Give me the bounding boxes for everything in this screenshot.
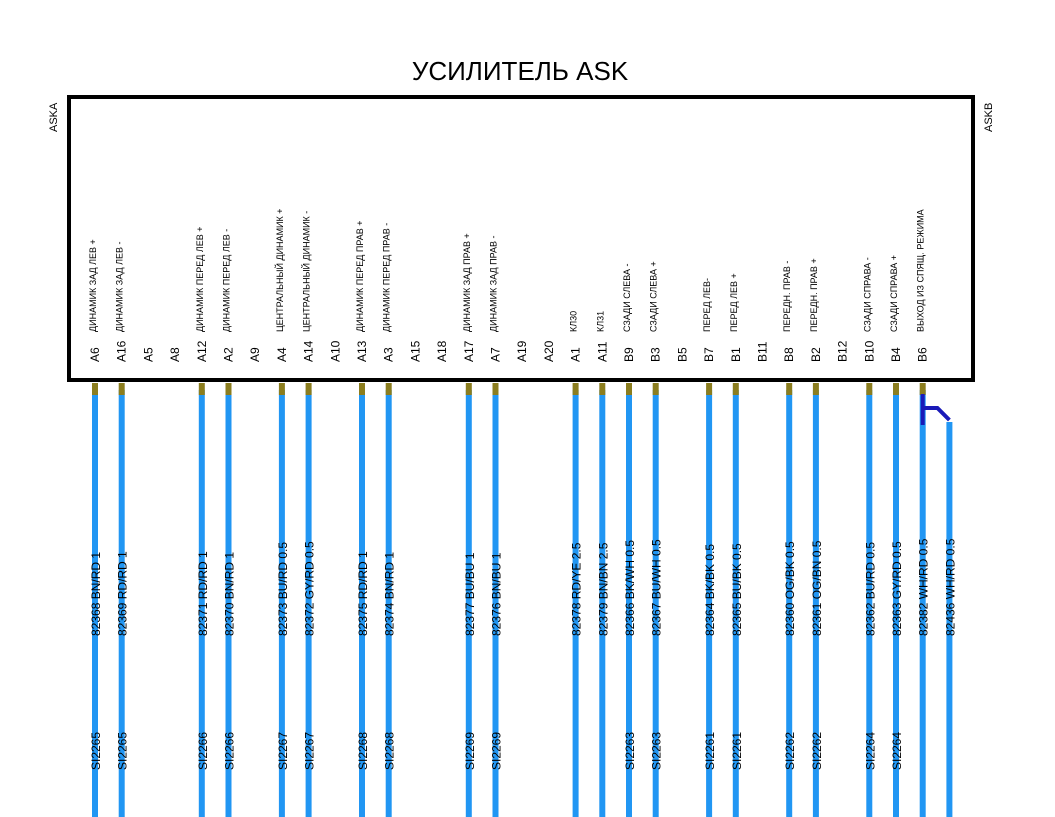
pin-label: A13: [355, 340, 369, 362]
connector-left-label: ASKA: [48, 102, 60, 132]
splice-label: SI2267: [275, 731, 290, 770]
wire-label: 82369 RD/RD 1: [115, 551, 130, 636]
pin-label: B11: [755, 341, 770, 362]
pin-label: B10: [862, 340, 877, 362]
wire-label: 82367 BU/WH 0.5: [649, 539, 664, 636]
wire-label: 82363 GY/RD 0.5: [890, 541, 904, 636]
pin-function-label: СЗАДИ СЛЕВА -: [622, 263, 632, 332]
pin-function-label: ЦЕНТРАЛЬНЫЙ ДИНАМИК -: [301, 210, 312, 332]
pin-label: B8: [782, 347, 797, 362]
pin-function-label: ДИНАМИК ЗАД ЛЕВ +: [88, 239, 98, 332]
pin-label: A18: [435, 340, 450, 362]
pin-label: A5: [141, 347, 156, 362]
pin-label: A9: [248, 347, 263, 362]
pin-terminal: [279, 383, 285, 395]
pin-terminal: [119, 383, 125, 395]
wire-label: 82368 BN/RD 1: [89, 551, 103, 636]
splice-label: SI2269: [489, 731, 504, 770]
pin-label: B1: [728, 347, 743, 362]
pin-function-label: ДИНАМИК ЗАД ПРАВ +: [461, 233, 472, 332]
pin-function-label: ДИНАМИК ПЕРЕД ПРАВ -: [381, 222, 392, 332]
pin-label: A6: [88, 347, 102, 362]
pin-function-label: СЗАДИ СПРАВА -: [862, 257, 873, 332]
pin-terminal: [306, 383, 312, 395]
pin-terminal: [893, 383, 899, 395]
pin-label: A8: [168, 347, 183, 362]
pin-label: A14: [301, 340, 316, 362]
pin-terminal: [359, 383, 365, 395]
wire-label: 82375 RD/RD 1: [356, 551, 370, 636]
splice-label: SI2266: [195, 731, 210, 770]
pin-function-label: ДИНАМИК ПЕРЕД ЛЕВ -: [221, 228, 232, 332]
pin-function-label: ДИНАМИК ПЕРЕД ЛЕВ +: [194, 226, 205, 332]
wire-label: 82361 OG/BN 0.5: [809, 540, 824, 636]
pin-label: A11: [595, 341, 610, 362]
pin-label: A16: [114, 340, 129, 362]
pin-function-label: ДИНАМИК ЗАД ПРАВ -: [488, 235, 499, 332]
pin-function-label: КЛ31: [595, 310, 606, 332]
pin-label: B12: [835, 340, 850, 362]
splice-label: SI2266: [222, 731, 237, 770]
pin-label: B3: [648, 347, 663, 362]
pin-function-label: ПЕРЕДН. ПРАВ -: [782, 260, 793, 332]
wire-label: 82364 BK/BK 0.5: [703, 543, 718, 636]
pin-function-label: СЗАДИ СПРАВА +: [889, 254, 899, 332]
pin-label: A20: [541, 340, 556, 362]
pin-label: A12: [194, 340, 209, 362]
wire-label: 82374 BN/RD 1: [382, 551, 397, 636]
pin-label: A10: [328, 340, 343, 362]
wire-label: 82378 RD/YE 2.5: [569, 542, 584, 636]
wire-label: 82362 BU/RD 0.5: [863, 541, 878, 636]
pin-label: A7: [488, 347, 503, 362]
wire-label: 82371 RD/RD 1: [195, 551, 210, 636]
pin-function-label: ДИНАМИК ПЕРЕД ПРАВ +: [355, 220, 365, 332]
pin-terminal: [653, 383, 659, 395]
pin-terminal: [573, 383, 579, 395]
pin-label: A3: [381, 347, 396, 362]
pin-label: A4: [274, 347, 289, 362]
splice-branch: [923, 394, 950, 425]
pin-terminal: [866, 383, 872, 395]
pin-terminal: [493, 383, 499, 395]
pin-terminal: [599, 383, 605, 395]
pin-label: B5: [675, 347, 690, 362]
splice-label: SI2262: [809, 731, 824, 770]
pin-label: B4: [889, 347, 903, 362]
wire-label: 82360 OG/BK 0.5: [783, 541, 798, 636]
pin-label: A15: [408, 340, 423, 362]
splice-label: SI2268: [382, 731, 397, 770]
pin-label: A17: [461, 340, 476, 362]
splice-label: SI2267: [302, 731, 317, 770]
wire-label: 82376 BN/BU 1: [489, 552, 504, 636]
pin-function-label: ПЕРЕДН. ПРАВ +: [808, 258, 819, 332]
pin-function-label: ВЫХОД ИЗ СПЯЩ. РЕЖИМА: [915, 209, 926, 332]
pin-label: A2: [221, 347, 236, 362]
splice-label: SI2261: [703, 731, 718, 770]
pin-label: A1: [568, 347, 583, 362]
splice-label: SI2263: [649, 731, 664, 770]
pin-label: A19: [515, 340, 530, 362]
pin-terminal: [706, 383, 712, 395]
pin-function-label: КЛ30: [568, 310, 579, 332]
splice-label: SI2261: [729, 731, 744, 770]
pin-terminal: [813, 383, 819, 395]
pin-terminal: [226, 383, 232, 395]
wire-label: 82373 BU/RD 0.5: [275, 541, 290, 636]
wire-label: 82377 BU/BU 1: [462, 552, 477, 636]
wire-label: 82382 WH/RD 0.5: [916, 538, 931, 636]
connector-right-label: ASKB: [983, 102, 995, 132]
splice-label: SI2269: [462, 731, 477, 770]
wire-label: 82379 BN/BN 2.5: [596, 542, 611, 636]
pin-terminal: [466, 383, 472, 395]
pin-terminal: [733, 383, 739, 395]
wire-label: 82370 BN/RD 1: [222, 551, 237, 636]
wire-label: 82372 GY/RD 0.5: [302, 541, 317, 636]
pin-function-label: СЗАДИ СЛЕВА +: [648, 261, 659, 332]
pin-label: B9: [622, 347, 636, 362]
pin-terminal: [386, 383, 392, 395]
splice-label: SI2268: [356, 731, 370, 770]
splice-label: SI2265: [115, 731, 130, 770]
splice-label: SI2262: [783, 731, 798, 770]
pin-function-label: ДИНАМИК ЗАД ЛЕВ -: [114, 241, 125, 332]
pin-label: B2: [808, 347, 823, 362]
splice-label: SI2265: [89, 731, 103, 770]
pin-function-label: ПЕРЕД ЛЕВ-: [702, 278, 713, 332]
pin-function-label: ЦЕНТРАЛЬНЫЙ ДИНАМИК +: [274, 208, 285, 332]
extra-wire-label: 82436 WH/RD 0.5: [943, 538, 958, 636]
pin-terminal: [92, 383, 98, 395]
splice-label: SI2264: [863, 731, 878, 770]
pin-label: B6: [915, 347, 930, 362]
pin-label: B7: [702, 347, 717, 362]
pin-terminal: [199, 383, 205, 395]
pin-function-label: ПЕРЕД ЛЕВ +: [728, 273, 739, 332]
splice-label: SI2264: [890, 731, 904, 770]
pin-terminal: [920, 383, 926, 395]
splice-label: SI2263: [623, 731, 637, 770]
wire-label: 82365 BU/BK 0.5: [729, 543, 744, 636]
pin-terminal: [626, 383, 632, 395]
pin-terminal: [786, 383, 792, 395]
wire-label: 82366 BK/WH 0.5: [623, 539, 637, 636]
diagram-title: УСИЛИТЕЛЬ ASK: [411, 56, 629, 86]
